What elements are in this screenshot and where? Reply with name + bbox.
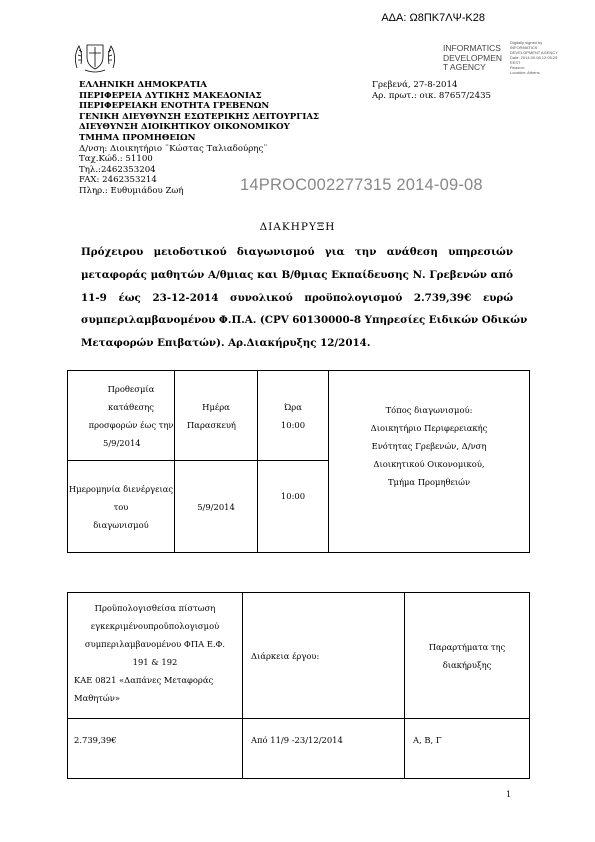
signature-detail-line: DEVELOPMENT AGENCY xyxy=(510,50,558,55)
procurement-code: 14PROC002277315 2014-09-08 xyxy=(240,176,483,194)
signature-detail-line: Reason: xyxy=(510,65,525,70)
page-number: 1 xyxy=(506,790,512,799)
org-line: ΔΙΕΥΘΥΝΣΗ ΔΙΟΙΚΗΤΙΚΟΥ ΟΙΚΟΝΟΜΙΚΟΥ xyxy=(79,122,290,133)
date-value-cell xyxy=(175,461,258,553)
protocol-number: Αρ. πρωτ.: οικ. 87657/2435 xyxy=(372,90,492,101)
duration-label: Διάρκεια έργου: xyxy=(251,650,320,661)
contact-line: FAX: 2462353214 xyxy=(79,175,157,186)
contact-line: Δ/νση: Διοικητήριο ¨Κώστας Ταλιαδούρης¨ xyxy=(79,143,268,154)
place-cell xyxy=(329,371,530,553)
time-cell xyxy=(258,371,329,461)
org-line: ΤΜΗΜΑ ΠΡΟΜΗΘΕΙΩΝ xyxy=(79,132,196,143)
signature-detail-line: Location: Athens xyxy=(510,70,540,75)
ada-number: ΑΔΑ: Ω8ΠΚ7ΛΨ-Κ28 xyxy=(381,12,485,24)
signature-logo xyxy=(443,44,502,73)
budget-line: συμπεριλαμβανομένου ΦΠΑ Ε.Φ. xyxy=(84,639,226,649)
budget-label-cell xyxy=(68,593,243,719)
annex-label-line: διακήρυξης xyxy=(442,659,492,670)
signature-detail-line: Digitally signed by xyxy=(510,40,543,45)
place-line: Διοικητικού Οικονομικού, xyxy=(373,459,485,469)
date-label-line: Ημερομηνία διενέργειας του xyxy=(68,483,174,512)
contact-line: Πληρ.: Ευθυμιάδου Ζωή xyxy=(79,185,184,196)
day-value: Παρασκευή xyxy=(187,419,236,430)
day-cell xyxy=(175,371,258,461)
budget-line: Προϋπολογισθείσα πίστωση xyxy=(94,603,216,613)
deadline-label-cell xyxy=(68,371,175,461)
deadline-date: 5/9/2014 xyxy=(103,437,141,448)
contact-line: Ταχ.Κώδ.: 51100 xyxy=(79,154,153,165)
budget-value: 2.739,39€ xyxy=(74,735,117,745)
schedule-table xyxy=(67,370,530,553)
annex-label-line: Παραρτήματα της xyxy=(428,641,506,652)
time-value: 10:00 xyxy=(280,419,306,430)
org-line: ΠΕΡΙΦΕΡΕΙΑΚΗ ΕΝΟΤΗΤΑ ΓΡΕΒΕΝΩΝ xyxy=(79,101,270,112)
budget-line: εγκεκριμένουπροϋπολογισμού xyxy=(90,621,220,631)
org-line: ΠΕΡΙΦΕΡΕΙΑ ΔΥΤΙΚΗΣ ΜΑΚΕΔΟΝΙΑΣ xyxy=(79,90,262,101)
day-label: Ημέρα xyxy=(202,401,230,412)
subject-line: συμπεριλαμβανομένου Φ.Π.Α. (CPV 60130000-8 Υπηρεσίες Ειδικών Οδικών xyxy=(81,314,528,327)
deadline-label-line: προσφορών έως την xyxy=(88,419,174,430)
budget-line: 191 & 192 xyxy=(132,657,178,667)
org-line: ΕΛΛΗΝΙΚΗ ΔΗΜΟΚΡΑΤΙΑ xyxy=(79,80,207,90)
org-line: ΓΕΝΙΚΗ ΔΙΕΥΘΥΝΣΗ ΕΣΩΤΕΡΙΚΗΣ ΛΕΙΤΟΥΡΓΙΑΣ xyxy=(79,111,320,122)
date-time: 10:00 xyxy=(280,491,306,501)
subject-line: Πρόχειρου μειοδοτικού διαγωνισμού για την ανάθεση υπηρεσιών xyxy=(81,246,513,258)
duration-label-cell xyxy=(243,593,405,719)
subject-paragraph xyxy=(81,241,528,355)
annex-value: Α, Β, Γ xyxy=(413,735,442,745)
duration-value: Από 11/9 -23/12/2014 xyxy=(251,735,343,745)
date-label-cell xyxy=(68,461,175,553)
greek-seal-icon xyxy=(69,38,121,74)
subject-line: 11-9 έως 23-12-2014 συνολικού προϋπολογισμού 2.739,39€ ευρώ xyxy=(81,291,513,304)
date-label-line: διαγωνισμού xyxy=(93,519,149,530)
deadline-label-line: Προθεσμία κατάθεσης xyxy=(107,383,155,412)
subject-line: Μεταφορών Επιβατών). Αρ.Διακήρυξης 12/2014. xyxy=(81,337,371,350)
budget-line: ΚΑΕ 0821 «Δαπάνες Μεταφοράς xyxy=(74,675,214,685)
page-title: ΔΙΑΚΗΡΥΞΗ xyxy=(259,221,336,233)
annex-label-cell xyxy=(405,593,530,719)
budget-line: Μαθητών» xyxy=(74,693,120,703)
signature-details xyxy=(510,40,580,75)
signature-detail-line: EEST xyxy=(510,60,521,65)
budget-table xyxy=(67,592,530,779)
signature-detail-line: INFORMATICS xyxy=(510,45,538,50)
budget-value-cell xyxy=(68,719,243,779)
signature-detail-line: Date: 2014.09.08 12:05:25 xyxy=(510,55,558,60)
contact-line: Τηλ.:2462353204 xyxy=(79,164,156,175)
duration-value-cell xyxy=(243,719,405,779)
place-line: Διοικητήριο Περιφερειακής xyxy=(370,423,488,433)
place-label: Τόπος διαγωνισμού: xyxy=(385,405,473,415)
annex-value-cell xyxy=(405,719,530,779)
date-block xyxy=(372,80,491,101)
date-time-cell xyxy=(258,461,329,553)
signature-logo-line: DEVELOPMEN xyxy=(443,52,503,63)
subject-line: μεταφοράς μαθητών Α/θμιας και Β/θμιας Εκπαίδευσης Ν. Γρεβενών από xyxy=(81,268,513,281)
signature-logo-line: INFORMATICS xyxy=(443,43,501,53)
signature-logo-line: T AGENCY xyxy=(443,62,486,72)
document-date: Γρεβενά, 27-8-2014 xyxy=(372,80,458,90)
place-line: Ενότητας Γρεβενών, Δ/νση xyxy=(371,441,487,451)
time-label: Ώρα xyxy=(284,401,302,412)
place-line: Τμήμα Προμηθειών xyxy=(387,477,471,487)
date-value: 5/9/2014 xyxy=(197,501,235,512)
